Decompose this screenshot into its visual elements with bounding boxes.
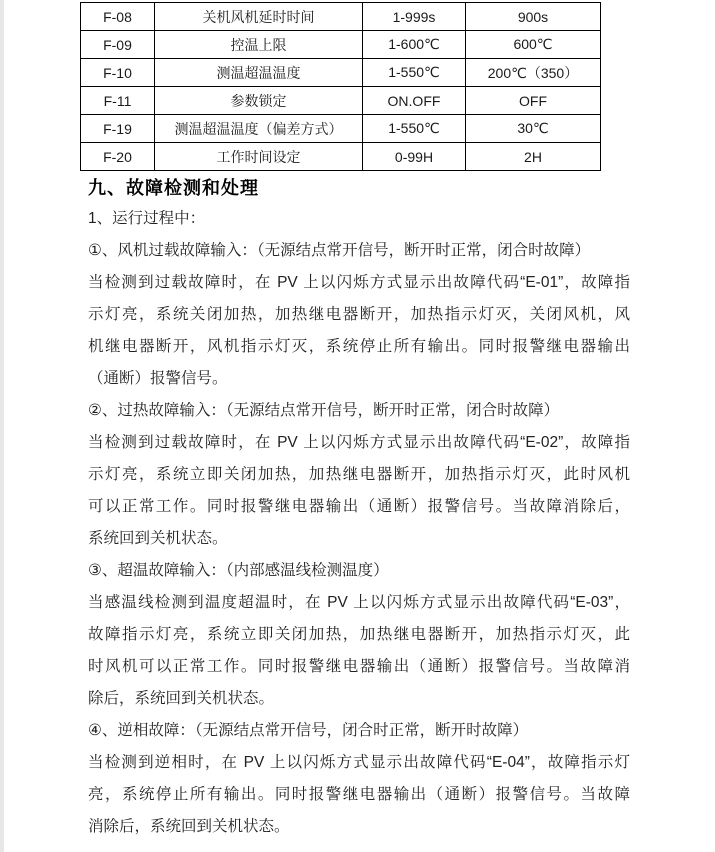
item-3-body-line: 当感温线检测到温度超温时，在 PV 上以闪烁方式显示出故障代码“E-03”， — [88, 594, 630, 611]
table-row — [81, 115, 601, 143]
item-4-body-line: 当检测到逆相时，在 PV 上以闪烁方式显示出故障代码“E-04”，故障指示灯 — [88, 754, 630, 771]
item-3-title: ③、超温故障输入：（内部感温线检测温度） — [88, 562, 389, 579]
param-name-cell: 参数锁定 — [155, 87, 363, 115]
item-1-body-line: 机继电器断开，风机指示灯灭，系统停止所有输出。同时报警继电器输出 — [88, 338, 630, 355]
param-default-cell: 2H — [466, 143, 601, 171]
param-code-cell: F-08 — [81, 3, 155, 31]
item-4-last-line: 消除后，系统回到关机状态。 — [88, 818, 290, 835]
item-2-body-line: 可以正常工作。同时报警继电器输出（通断）报警信号。当故障消除后， — [88, 498, 630, 515]
item-2-last-line: 系统回到关机状态。 — [88, 530, 228, 547]
item-1-title: ①、风机过载故障输入：（无源结点常开信号，断开时正常，闭合时故障） — [88, 242, 591, 259]
param-name-cell: 工作时间设定 — [155, 143, 363, 171]
parameter-table-body — [81, 3, 601, 171]
item-4-title: ④、逆相故障：（无源结点常开信号，闭合时正常，断开时故障） — [88, 722, 529, 739]
param-default-cell: 600℃ — [466, 31, 601, 59]
param-code-cell: F-11 — [81, 87, 155, 115]
param-default-cell: 200℃（350） — [466, 59, 601, 87]
param-name-cell: 关机风机延时时间 — [155, 3, 363, 31]
table-row — [81, 59, 601, 87]
param-range-cell: 1-999s — [363, 3, 466, 31]
param-default-cell: 30℃ — [466, 115, 601, 143]
table-row — [81, 87, 601, 115]
item-2-title: ②、过热故障输入：（无源结点常开信号，断开时正常，闭合时故障） — [88, 402, 560, 419]
param-name-cell: 控温上限 — [155, 31, 363, 59]
table-row — [81, 3, 601, 31]
body-content — [88, 203, 630, 843]
param-code-cell: F-19 — [81, 115, 155, 143]
item-3-last-line: 除后，系统回到关机状态。 — [88, 690, 275, 707]
param-code-cell: F-20 — [81, 143, 155, 171]
item-4-body-line: 亮，系统停止所有输出。同时报警继电器输出（通断）报警信号。当故障 — [88, 786, 630, 803]
param-range-cell: ON.OFF — [363, 87, 466, 115]
item-1-body-line: 示灯亮，系统关闭加热，加热继电器断开，加热指示灯灭，关闭风机，风 — [88, 306, 630, 323]
param-name-cell: 测温超温温度（偏差方式） — [155, 115, 363, 143]
parameter-table — [80, 2, 601, 171]
param-range-cell: 0-99H — [363, 143, 466, 171]
item-3-body-line: 时风机可以正常工作。同时报警继电器输出（通断）报警信号。当故障消 — [88, 658, 630, 675]
param-name-cell: 测温超温温度 — [155, 59, 363, 87]
param-code-cell: F-09 — [81, 31, 155, 59]
table-row — [81, 143, 601, 171]
param-range-cell: 1-600℃ — [363, 31, 466, 59]
intro-line: 1、运行过程中： — [88, 210, 206, 227]
section-heading: 九、故障检测和处理 — [88, 178, 259, 198]
item-2-body-line: 示灯亮，系统立即关闭加热，加热继电器断开，加热指示灯灭，此时风机 — [88, 466, 630, 483]
param-default-cell: OFF — [466, 87, 601, 115]
item-2-body-line: 当检测到过载故障时，在 PV 上以闪烁方式显示出故障代码“E-02”，故障指 — [88, 434, 630, 451]
param-default-cell: 900s — [466, 3, 601, 31]
table-row — [81, 31, 601, 59]
item-1-body-line: 当检测到过载故障时，在 PV 上以闪烁方式显示出故障代码“E-01”，故障指 — [88, 274, 630, 291]
page-edge-strip — [0, 0, 4, 852]
item-1-last-line: （通断）报警信号。 — [88, 370, 228, 387]
param-code-cell: F-10 — [81, 59, 155, 87]
param-range-cell: 1-550℃ — [363, 115, 466, 143]
param-range-cell: 1-550℃ — [363, 59, 466, 87]
item-3-body-line: 故障指示灯亮，系统立即关闭加热，加热继电器断开，加热指示灯灭，此 — [88, 626, 630, 643]
